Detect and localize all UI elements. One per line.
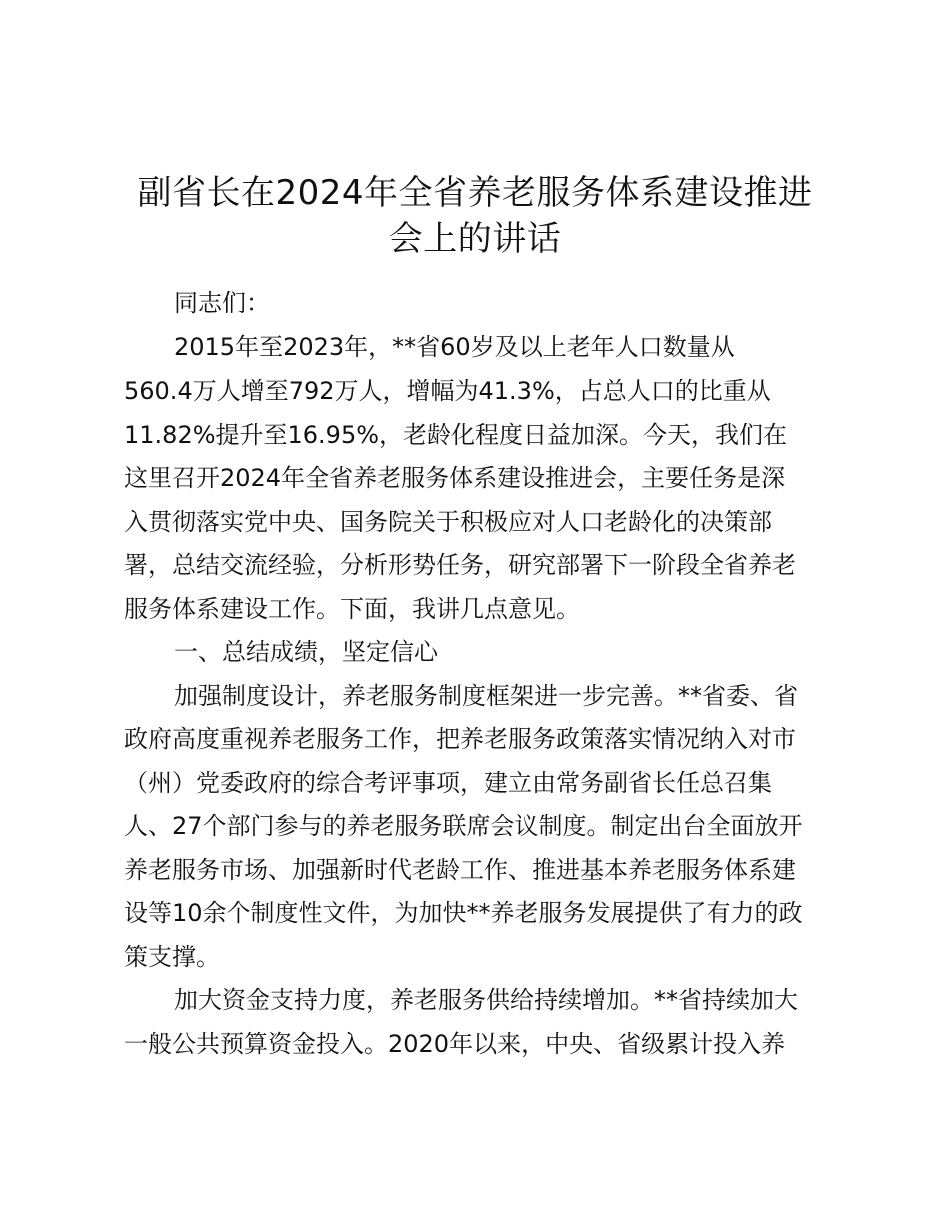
body-line: 人、27个部门参与的养老服务联席会议制度。制定出台全面放开 (124, 812, 803, 840)
body-line: 加大资金支持力度，养老服务供给持续增加。**省持续加大 (174, 986, 798, 1014)
body-line: 560.4万人增至792万人，增幅为41.3%，占总人口的比重从 (124, 377, 771, 405)
body-line: 入贯彻落实党中央、国务院关于积极应对人口老龄化的决策部 (124, 508, 772, 536)
salutation: 同志们： (174, 289, 270, 317)
body-line: 养老服务市场、加强新时代老龄工作、推进基本养老服务体系建 (124, 856, 796, 884)
body-line: 政府高度重视养老服务工作，把养老服务政策落实情况纳入对市 (124, 725, 796, 753)
section-heading: 一、总结成绩，坚定信心 (174, 638, 438, 666)
body-line: 设等10余个制度性文件，为加快**养老服务发展提供了有力的政 (124, 899, 803, 927)
body-line: 2015年至2023年，**省60岁及以上老年人口数量从 (174, 333, 735, 361)
title-line-2: 会上的讲话 (388, 219, 562, 259)
body-line: 加强制度设计，养老服务制度框架进一步完善。**省委、省 (174, 682, 798, 710)
body-line: 一般公共预算资金投入。2020年以来，中央、省级累计投入养 (124, 1030, 786, 1058)
title-line-1: 副省长在2024年全省养老服务体系建设推进 (137, 173, 813, 213)
document-title (110, 170, 840, 262)
body-line: 这里召开2024年全省养老服务体系建设推进会，主要任务是深 (124, 464, 786, 492)
body-line: 11.82%提升至16.95%，老龄化程度日益加深。今天，我们在 (124, 421, 788, 449)
body-line: 署，总结交流经验，分析形势任务，研究部署下一阶段全省养老 (124, 551, 796, 579)
body-line: 策支撑。 (124, 943, 220, 971)
body-line: （州）党委政府的综合考评事项，建立由常务副省长任总召集 (124, 769, 772, 797)
body-line: 服务体系建设工作。下面，我讲几点意见。 (124, 595, 580, 623)
